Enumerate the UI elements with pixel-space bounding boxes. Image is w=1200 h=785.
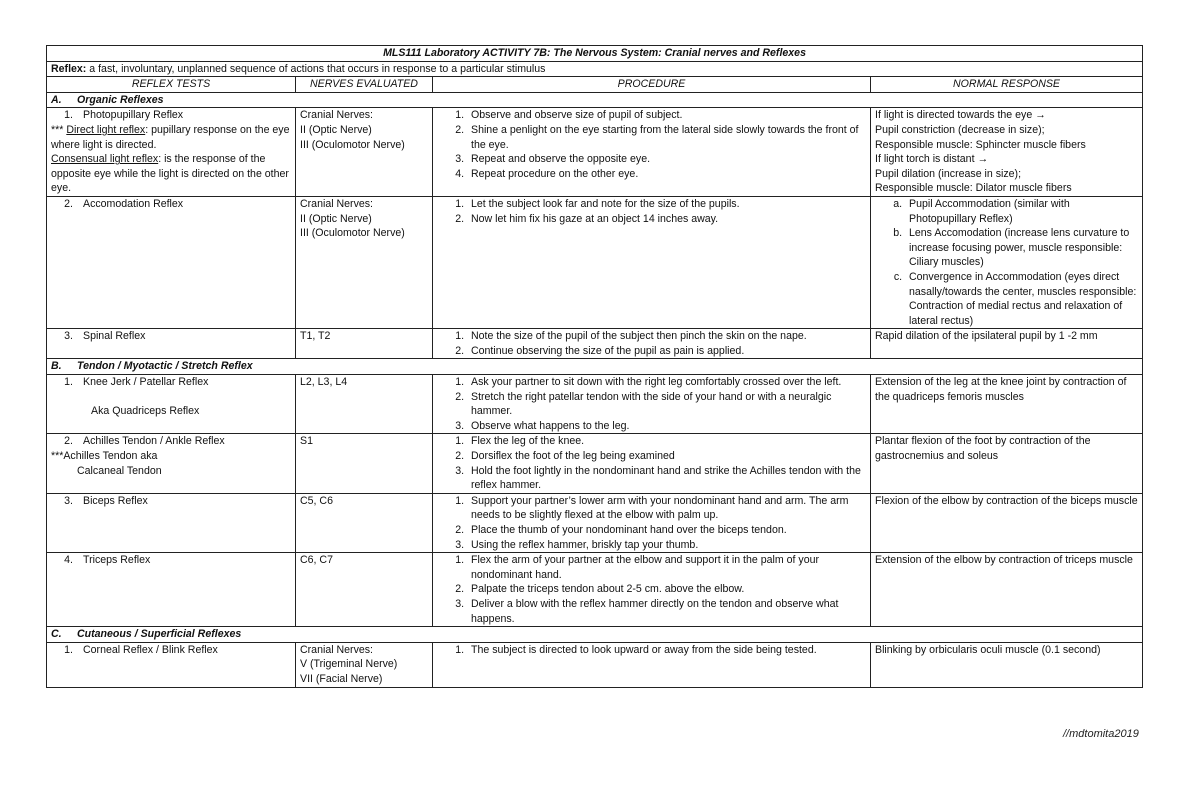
reflex-cell [47, 108, 296, 197]
reflex-cell [47, 553, 296, 627]
procedure-steps [437, 108, 866, 181]
procedure-cell [433, 108, 871, 197]
table-row-knee-jerk [47, 375, 1143, 434]
response-cell: Extension of the leg at the knee joint by contraction of the quadriceps femoris muscles [871, 375, 1143, 434]
procedure-steps [437, 329, 866, 358]
procedure-step: 4. Repeat procedure on the other eye. [467, 167, 866, 182]
reflex-cell [47, 196, 296, 328]
reflex-name: Photopupillary Reflex [83, 109, 184, 122]
reflex-definition [47, 61, 1143, 77]
section-title: Tendon / Myotactic / Stretch Reflex [77, 360, 253, 373]
header-nerves-evaluated: NERVES EVALUATED [296, 77, 433, 93]
header-procedure: PROCEDURE [433, 77, 871, 93]
nerve-line: Cranial Nerves: [300, 109, 374, 122]
response-line: If light is directed towards the eye → [875, 109, 1046, 122]
reflex-table [46, 45, 1143, 688]
consensual-light-reflex-term: Consensual light reflex [51, 153, 159, 166]
procedure-step: 2. Place the thumb of your nondominant hand over the biceps tendon. [467, 523, 866, 538]
procedure-step: 1. Ask your partner to sit down with the right leg comfortably crossed over the left. [467, 375, 866, 390]
section-row-cutaneous [47, 627, 1143, 643]
table-row-achilles [47, 434, 1143, 493]
document-title: MLS111 Laboratory ACTIVITY 7B: The Nervous System: Cranial nerves and Reflexes [47, 46, 1143, 62]
nerves-cell [296, 108, 433, 197]
direct-light-reflex-text: : pupillary response on the eye where light is directed. [51, 123, 290, 151]
procedure-cell [433, 196, 871, 328]
reflex-name: Triceps Reflex [83, 554, 151, 567]
procedure-step: 2. Continue observing the size of the pupil as pain is applied. [467, 344, 866, 359]
section-organic-reflexes [47, 92, 1143, 108]
reflex-number: 1. [64, 643, 73, 656]
definition-row [47, 61, 1143, 77]
procedure-step: 1. Flex the arm of your partner at the elbow and support it in the palm of your nondominant hand. [467, 553, 866, 582]
response-list [875, 197, 1138, 328]
procedure-cell [433, 553, 871, 627]
response-cell: Rapid dilation of the ipsilateral pupil by 1 -2 mm [871, 329, 1143, 359]
table-row-accomodation [47, 196, 1143, 328]
procedure-step: 3. Repeat and observe the opposite eye. [467, 152, 866, 167]
section-tendon-reflexes [47, 359, 1143, 375]
procedure-step: 3. Deliver a blow with the reflex hammer directly on the tendon and observe what happens. [467, 597, 866, 626]
author-signature: //mdtomita2019 [1063, 728, 1139, 740]
response-item: a. Pupil Accommodation (similar with Photopupillary Reflex) [905, 197, 1138, 226]
definition-text: a fast, involuntary, unplanned sequence of actions that occurs in response to a particular stimulus [86, 62, 546, 75]
reflex-name: Knee Jerk / Patellar Reflex [83, 376, 209, 389]
procedure-step: 1. Observe and observe size of pupil of subject. [467, 108, 866, 123]
reflex-note-marker: *** [51, 123, 67, 136]
response-cell: Flexion of the elbow by contraction of the biceps muscle [871, 493, 1143, 552]
response-cell: Blinking by orbicularis oculi muscle (0.1 second) [871, 642, 1143, 687]
reflex-number: 2. [64, 435, 73, 448]
nerves-cell [296, 642, 433, 687]
procedure-steps [437, 434, 866, 492]
procedure-cell [433, 493, 871, 552]
nerves-cell [296, 553, 433, 627]
reflex-cell [47, 642, 296, 687]
nerve-line: V (Trigeminal Nerve) [300, 658, 398, 671]
table-row-triceps [47, 553, 1143, 627]
reflex-number: 3. [64, 330, 73, 343]
procedure-step: 1. The subject is directed to look upward or away from the side being tested. [467, 643, 866, 658]
title-row [47, 46, 1143, 62]
section-cutaneous-reflexes [47, 627, 1143, 643]
procedure-steps [437, 375, 866, 433]
nerve-line: II (Optic Nerve) [300, 212, 372, 225]
consensual-light-reflex-text: : is the response of the opposite eye while the light is directed on the other eye. [51, 153, 289, 195]
response-item: c. Convergence in Accommodation (eyes direct nasally/towards the center, muscles responsible: Contraction of medial rectus and relaxation of lateral rectus) [905, 270, 1138, 328]
nerves-cell [296, 375, 433, 434]
section-label: A. [51, 93, 62, 106]
procedure-steps [437, 494, 866, 552]
reflex-cell [47, 329, 296, 359]
reflex-name: Achilles Tendon / Ankle Reflex [83, 435, 225, 448]
reflex-name: Corneal Reflex / Blink Reflex [83, 643, 218, 656]
nerve-line: T1, T2 [300, 330, 331, 343]
procedure-step: 1. Flex the leg of the knee. [467, 434, 866, 449]
procedure-step: 1. Support your partner’s lower arm with your nondominant hand and arm. The arm needs to be slightly flexed at the elbow with palm up. [467, 494, 866, 523]
procedure-cell [433, 375, 871, 434]
nerves-cell [296, 329, 433, 359]
section-label: B. [51, 360, 62, 373]
procedure-step: 3. Hold the foot lightly in the nondominant hand and strike the Achilles tendon with the reflex hammer. [467, 464, 866, 493]
procedure-cell [433, 329, 871, 359]
response-cell [871, 108, 1143, 197]
procedure-step: 1. Note the size of the pupil of the subject then pinch the skin on the nape. [467, 329, 866, 344]
response-line: Pupil constriction (decrease in size); [875, 123, 1045, 136]
reflex-cell [47, 375, 296, 434]
nerve-line: L2, L3, L4 [300, 376, 348, 389]
procedure-steps [437, 197, 866, 226]
reflex-cell [47, 434, 296, 493]
reflex-number: 1. [64, 109, 73, 122]
nerve-line: C5, C6 [300, 494, 333, 507]
procedure-step: 2. Shine a penlight on the eye starting from the lateral side slowly towards the front of the eye. [467, 123, 866, 152]
table-row-spinal [47, 329, 1143, 359]
procedure-cell [433, 434, 871, 493]
reflex-number: 2. [64, 197, 73, 210]
response-line: If light torch is distant → [875, 153, 989, 166]
response-line: Pupil dilation (increase in size); [875, 167, 1022, 180]
response-cell: Plantar flexion of the foot by contraction of the gastrocnemius and soleus [871, 434, 1143, 493]
procedure-cell [433, 642, 871, 687]
nerve-line: Cranial Nerves: [300, 643, 374, 656]
nerve-line: III (Oculomotor Nerve) [300, 138, 405, 151]
nerve-line: C6, C7 [300, 554, 333, 567]
table-row-biceps [47, 493, 1143, 552]
response-item: b. Lens Accomodation (increase lens curvature to increase focusing power, muscle responsible: Ciliary muscles) [905, 226, 1138, 270]
reflex-aka: ***Achilles Tendon aka [51, 450, 158, 463]
reflex-number: 1. [64, 376, 73, 389]
procedure-step: 2. Now let him fix his gaze at an object 14 inches away. [467, 212, 866, 227]
procedure-step: 3. Observe what happens to the leg. [467, 419, 866, 434]
reflex-name: Accomodation Reflex [83, 197, 184, 210]
nerves-cell [296, 196, 433, 328]
direct-light-reflex-term: Direct light reflex [66, 123, 146, 136]
nerves-cell [296, 493, 433, 552]
nerve-line: Cranial Nerves: [300, 197, 374, 210]
table-row-photopupillary [47, 108, 1143, 197]
nerve-line: II (Optic Nerve) [300, 123, 372, 136]
header-reflex-tests: REFLEX TESTS [47, 77, 296, 93]
reflex-number: 4. [64, 554, 73, 567]
response-cell: Extension of the elbow by contraction of triceps muscle [871, 553, 1143, 627]
reflex-aka: Aka Quadriceps Reflex [91, 405, 200, 418]
procedure-step: 3. Using the reflex hammer, briskly tap your thumb. [467, 538, 866, 553]
procedure-step: 2. Stretch the right patellar tendon with the side of your hand or with a neuralgic hammer. [467, 390, 866, 419]
section-title: Organic Reflexes [77, 93, 164, 106]
section-row-tendon [47, 359, 1143, 375]
response-line: Responsible muscle: Dilator muscle fibers [875, 182, 1072, 195]
reflex-name: Spinal Reflex [83, 330, 146, 343]
reflex-aka: Calcaneal Tendon [77, 464, 162, 477]
procedure-step: 2. Palpate the triceps tendon about 2-5 cm. above the elbow. [467, 582, 866, 597]
nerve-line: S1 [300, 435, 313, 448]
worksheet [46, 45, 1142, 688]
reflex-number: 3. [64, 494, 73, 507]
section-title: Cutaneous / Superficial Reflexes [77, 628, 242, 641]
nerve-line: VII (Facial Nerve) [300, 672, 383, 685]
nerve-line: III (Oculomotor Nerve) [300, 227, 405, 240]
section-label: C. [51, 628, 62, 641]
procedure-step: 2. Dorsiflex the foot of the leg being examined [467, 449, 866, 464]
procedure-steps [437, 553, 866, 626]
definition-term: Reflex: [51, 62, 87, 75]
procedure-steps [437, 643, 866, 658]
header-row [47, 77, 1143, 93]
response-cell [871, 196, 1143, 328]
response-line: Responsible muscle: Sphincter muscle fibers [875, 138, 1086, 151]
table-row-corneal [47, 642, 1143, 687]
nerves-cell [296, 434, 433, 493]
reflex-cell [47, 493, 296, 552]
procedure-step: 1. Let the subject look far and note for the size of the pupils. [467, 197, 866, 212]
header-normal-response: NORMAL RESPONSE [871, 77, 1143, 93]
reflex-name: Biceps Reflex [83, 494, 148, 507]
section-row-organic [47, 92, 1143, 108]
